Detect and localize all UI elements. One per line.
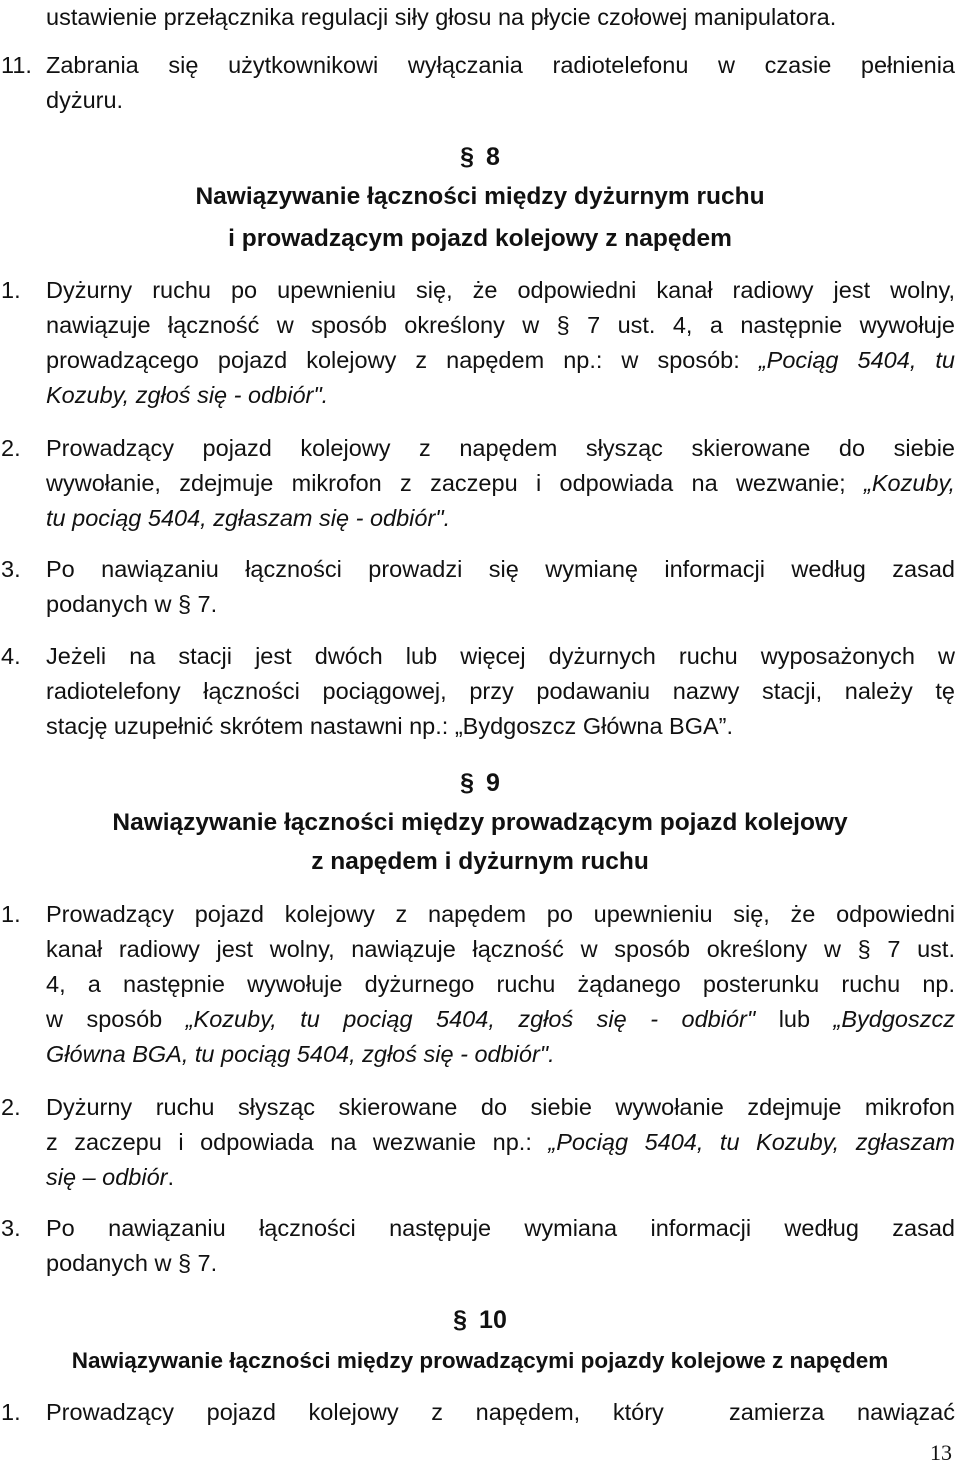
section-title: Nawiązywanie łączności między dyżurnym ruchu bbox=[195, 183, 765, 210]
text-run: . bbox=[167, 1164, 175, 1190]
section-title: Nawiązywanie łączności między prowadzącymi pojazdy kolejowe z napędem bbox=[71, 1348, 889, 1373]
paragraph-line bbox=[46, 309, 955, 341]
section-number bbox=[0, 1304, 960, 1336]
text-run: w sposób bbox=[46, 1006, 186, 1032]
paragraph-line: stację uzupełnić skrótem nastawni np.: „Bydgoszcz Główna BGA”. bbox=[46, 713, 734, 739]
quoted-call: tu pociąg 5404, zgłaszam się - odbiór". bbox=[46, 505, 451, 531]
paragraph-line bbox=[46, 467, 955, 499]
section-number-value: 9 bbox=[486, 769, 500, 797]
paragraph-line: Prowadzący pojazd kolejowy z napędem słysząc skierowane do siebie bbox=[46, 435, 955, 461]
paragraph-line bbox=[46, 1126, 955, 1158]
item-number: 2. bbox=[1, 1094, 21, 1120]
text-run: nawiązuje łączność w sposób określony w bbox=[46, 312, 557, 338]
item-number: 2. bbox=[1, 435, 21, 461]
paragraph-line: Dyżurny ruchu słysząc skierowane do siebie wywołanie zdejmuje mikrofon bbox=[46, 1094, 955, 1120]
paragraph-line bbox=[46, 588, 955, 620]
section-symbol: § bbox=[177, 1250, 192, 1276]
paragraph-line: ustawienie przełącznika regulacji siły głosu na płycie czołowej manipulatora. bbox=[46, 4, 837, 30]
paragraph-line: Prowadzący pojazd kolejowy z napędem po upewnieniu się, że odpowiedni bbox=[46, 901, 955, 927]
page-number: 13 bbox=[930, 1440, 952, 1465]
item-number: 1. bbox=[1, 901, 21, 927]
paragraph-line bbox=[46, 1247, 955, 1279]
quoted-call: Kozuby, zgłoś się - odbiór". bbox=[46, 382, 329, 408]
section-symbol: § bbox=[857, 936, 871, 962]
quoted-call: „Pociąg 5404, tu bbox=[758, 347, 955, 373]
section-symbol: § bbox=[453, 1306, 468, 1334]
paragraph-line: Po nawiązaniu łączności następuje wymiana informacji według zasad bbox=[46, 1215, 955, 1241]
paragraph-line: Prowadzący pojazd kolejowy z napędem, który zamierza nawiązać bbox=[46, 1399, 955, 1425]
paragraph-line bbox=[46, 933, 955, 965]
paragraph-line: 4, a następnie wywołuje dyżurnego ruchu żądanego posterunku ruchu np. bbox=[46, 971, 955, 997]
item-number: 1. bbox=[1, 277, 21, 303]
paragraph-line bbox=[46, 344, 955, 376]
paragraph-line: radiotelefony łączności pociągowej, przy podawaniu nazwy stacji, należy tę bbox=[46, 678, 955, 704]
section-title: z napędem i dyżurnym ruchu bbox=[311, 848, 649, 875]
section-title: Nawiązywanie łączności między prowadzącym pojazd kolejowy bbox=[112, 809, 848, 836]
section-symbol: § bbox=[460, 143, 474, 171]
text-run: 7. bbox=[191, 1250, 218, 1276]
section-number bbox=[0, 141, 960, 173]
section-symbol: § bbox=[556, 312, 570, 338]
paragraph-line: Po nawiązaniu łączności prowadzi się wymianę informacji według zasad bbox=[46, 556, 955, 582]
paragraph-line bbox=[46, 1003, 955, 1035]
item-number: 1. bbox=[1, 1399, 21, 1425]
text-run: kanał radiowy jest wolny, nawiązuje łączność w sposób określony w bbox=[46, 936, 858, 962]
text-run: podanych w bbox=[46, 1250, 178, 1276]
text-run: 7 ust. bbox=[870, 936, 955, 962]
section-symbol: § bbox=[177, 591, 192, 617]
quoted-call: Główna BGA, tu pociąg 5404, zgłoś się - odbiór". bbox=[46, 1041, 555, 1067]
section-number-value: 10 bbox=[479, 1306, 507, 1334]
section-number bbox=[0, 767, 960, 799]
text-run: 7 ust. 4, a następnie wywołuje bbox=[569, 312, 955, 338]
quoted-call: „Kozuby, bbox=[864, 470, 955, 496]
paragraph-line: Jeżeli na stacji jest dwóch lub więcej dyżurnych ruchu wyposażonych w bbox=[46, 643, 955, 669]
paragraph-line: Zabrania się użytkownikowi wyłączania radiotelefonu w czasie pełnienia bbox=[46, 52, 955, 78]
quoted-call: „Bydgoszcz bbox=[833, 1006, 956, 1032]
text-run: z zaczepu i odpowiada na wezwanie np.: bbox=[46, 1129, 549, 1155]
item-number: 11. bbox=[1, 52, 32, 78]
item-number: 3. bbox=[1, 556, 21, 582]
section-symbol: § bbox=[460, 769, 474, 797]
text-run: lub bbox=[755, 1006, 834, 1032]
quoted-call: się – odbiór bbox=[46, 1164, 168, 1190]
section-title: i prowadzącym pojazd kolejowy z napędem bbox=[228, 225, 732, 252]
paragraph-line: Dyżurny ruchu po upewnieniu się, że odpowiedni kanał radiowy jest wolny, bbox=[46, 277, 955, 303]
text-run: wywołanie, zdejmuje mikrofon z zaczepu i odpowiada na wezwanie; bbox=[46, 470, 864, 496]
text-run: prowadzącego pojazd kolejowy z napędem np.: w sposób: bbox=[46, 347, 759, 373]
paragraph-line: dyżuru. bbox=[46, 87, 124, 113]
item-number: 3. bbox=[1, 1215, 21, 1241]
text-run: 7. bbox=[191, 591, 218, 617]
section-number-value: 8 bbox=[486, 143, 500, 171]
paragraph-line bbox=[46, 1161, 955, 1193]
item-number: 4. bbox=[1, 643, 21, 669]
text-run: podanych w bbox=[46, 591, 178, 617]
quoted-call: „Pociąg 5404, tu Kozuby, zgłaszam bbox=[548, 1129, 955, 1155]
quoted-call: „Kozuby, tu pociąg 5404, zgłoś się - odbiór" bbox=[185, 1006, 756, 1032]
